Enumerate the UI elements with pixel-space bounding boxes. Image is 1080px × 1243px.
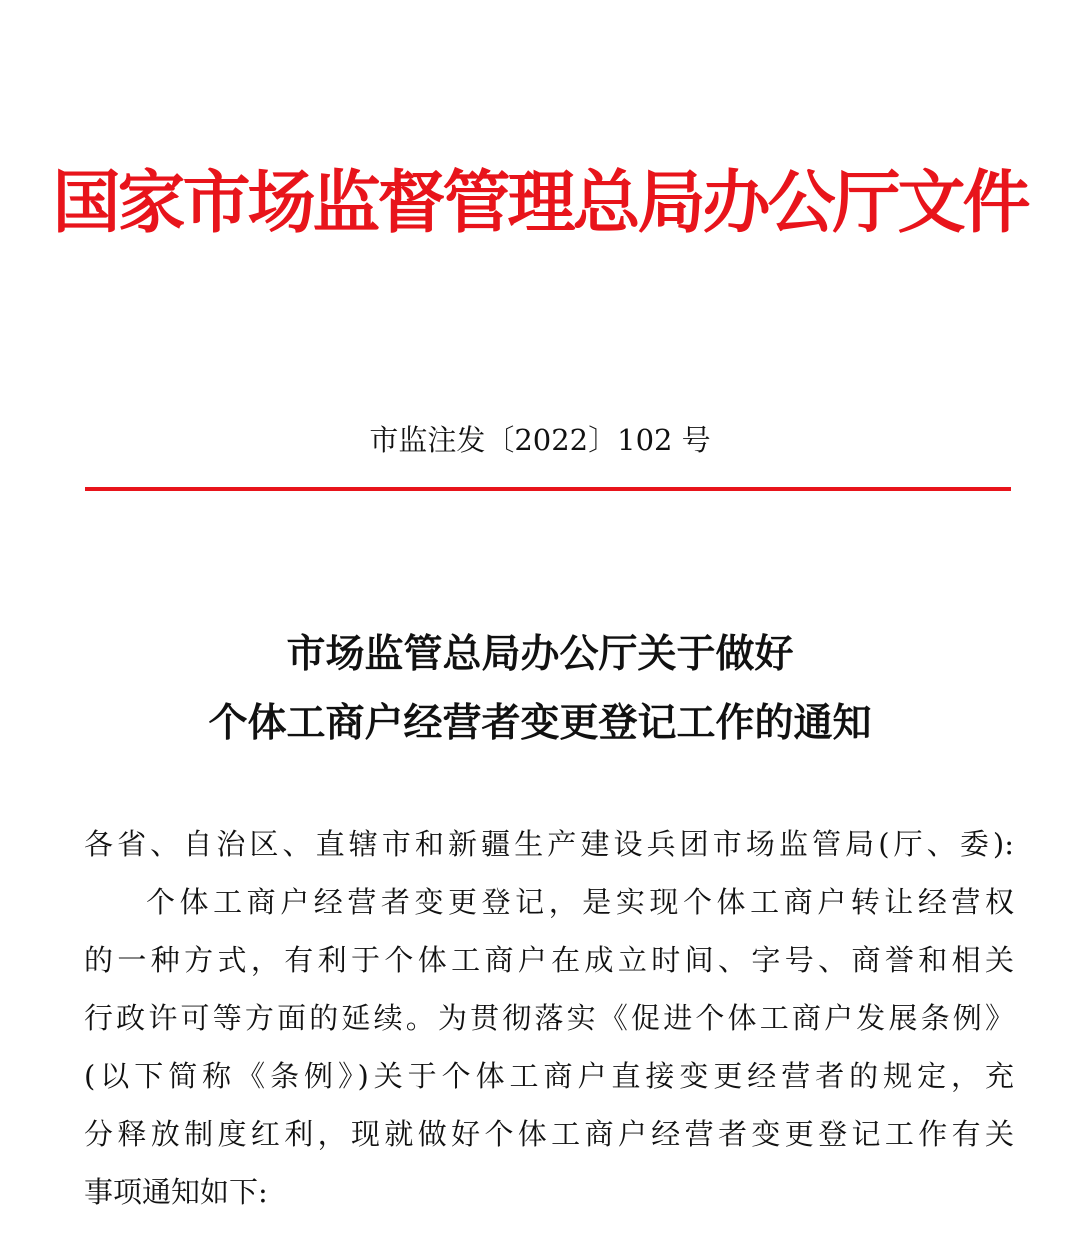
body-paragraph-line: 行政许可等方面的延续。为贯彻落实《促进个体工商户发展条例》 — [84, 1001, 1014, 1035]
document-masthead: 国家市场监督管理总局办公厅文件 — [52, 163, 1028, 243]
red-divider-line — [85, 487, 1011, 491]
document-number: 市监注发〔2022〕102 号 — [369, 423, 711, 457]
body-paragraph-line: (以下简称《条例》)关于个体工商户直接变更经营者的规定，充 — [84, 1059, 1014, 1093]
addressee-line: 各省、自治区、直辖市和新疆生产建设兵团市场监管局(厅、委): — [84, 827, 1014, 861]
notice-title-line-1: 市场监管总局办公厅关于做好 — [286, 631, 794, 677]
body-paragraph-line: 事项通知如下: — [84, 1175, 268, 1209]
body-paragraph-line: 分释放制度红利，现就做好个体工商户经营者变更登记工作有关 — [84, 1117, 1014, 1151]
body-paragraph-line: 的一种方式，有利于个体工商户在成立时间、字号、商誉和相关 — [84, 943, 1014, 977]
body-paragraph-line: 个体工商户经营者变更登记，是实现个体工商户转让经营权 — [146, 885, 1014, 919]
notice-title-line-2: 个体工商户经营者变更登记工作的通知 — [208, 700, 872, 746]
